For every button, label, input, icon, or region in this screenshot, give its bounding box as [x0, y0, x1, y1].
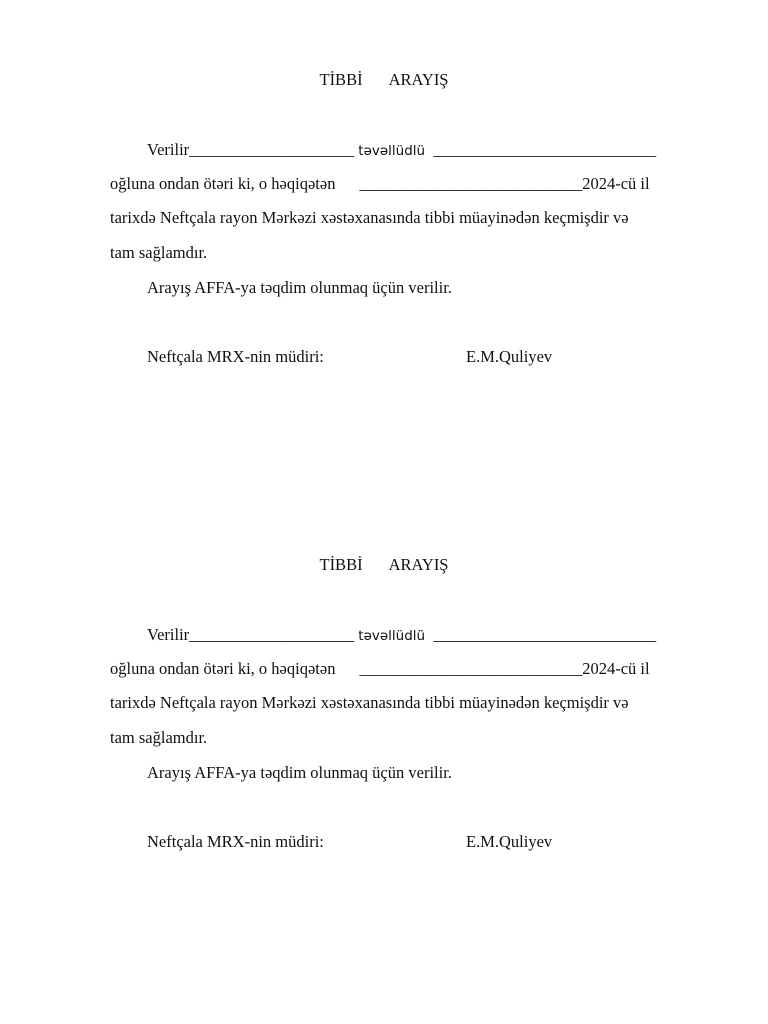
- signatory-role: Neftçala MRX-nin müdiri:: [147, 832, 324, 851]
- signatory-role: Neftçala MRX-nin müdiri:: [147, 347, 324, 366]
- title-word-1: TİBBİ: [319, 555, 363, 574]
- signatory-name: E.M.Quliyev: [466, 832, 553, 851]
- son-of-text: oğluna ondan ötəri ki, o həqiqətən: [110, 659, 336, 678]
- examination-line: tarixdə Neftçala rayon Mərkəzi xəstəxanasında tibbi müayinədən keçmişdir və: [110, 208, 629, 227]
- son-of-line: [110, 659, 650, 679]
- purpose-line: Arayış AFFA-ya təqdim olunmaq üçün verilir.: [147, 763, 452, 782]
- signatory-name: E.M.Quliyev: [466, 347, 553, 366]
- birth-year-label: təvəllüdlü: [358, 628, 426, 644]
- healthy-line: tam sağlamdır.: [110, 728, 208, 747]
- medical-certificate-2: [0, 485, 768, 905]
- issued-to-line: [147, 140, 656, 161]
- title-word-1: TİBBİ: [319, 70, 363, 89]
- date-blank: ___________________________2024-cü il: [359, 174, 650, 193]
- issued-to-line: [147, 625, 656, 646]
- title-word-2: ARAYIŞ: [388, 70, 449, 89]
- certificate-title: [0, 70, 768, 90]
- medical-certificate-1: [0, 0, 768, 420]
- examination-line: tarixdə Neftçala rayon Mərkəzi xəstəxanasında tibbi müayinədən keçmişdir və: [110, 693, 629, 712]
- purpose-line: Arayış AFFA-ya təqdim olunmaq üçün verilir.: [147, 278, 452, 297]
- date-blank: ___________________________2024-cü il: [359, 659, 650, 678]
- certificate-title: [0, 555, 768, 575]
- birth-year-blank: ___________________________: [433, 140, 657, 159]
- issued-to-blank: Verilir____________________: [147, 625, 355, 644]
- son-of-text: oğluna ondan ötəri ki, o həqiqətən: [110, 174, 336, 193]
- title-word-2: ARAYIŞ: [388, 555, 449, 574]
- birth-year-blank: ___________________________: [433, 625, 657, 644]
- issued-to-blank: Verilir____________________: [147, 140, 355, 159]
- son-of-line: [110, 174, 650, 194]
- healthy-line: tam sağlamdır.: [110, 243, 208, 262]
- birth-year-label: təvəllüdlü: [358, 143, 426, 159]
